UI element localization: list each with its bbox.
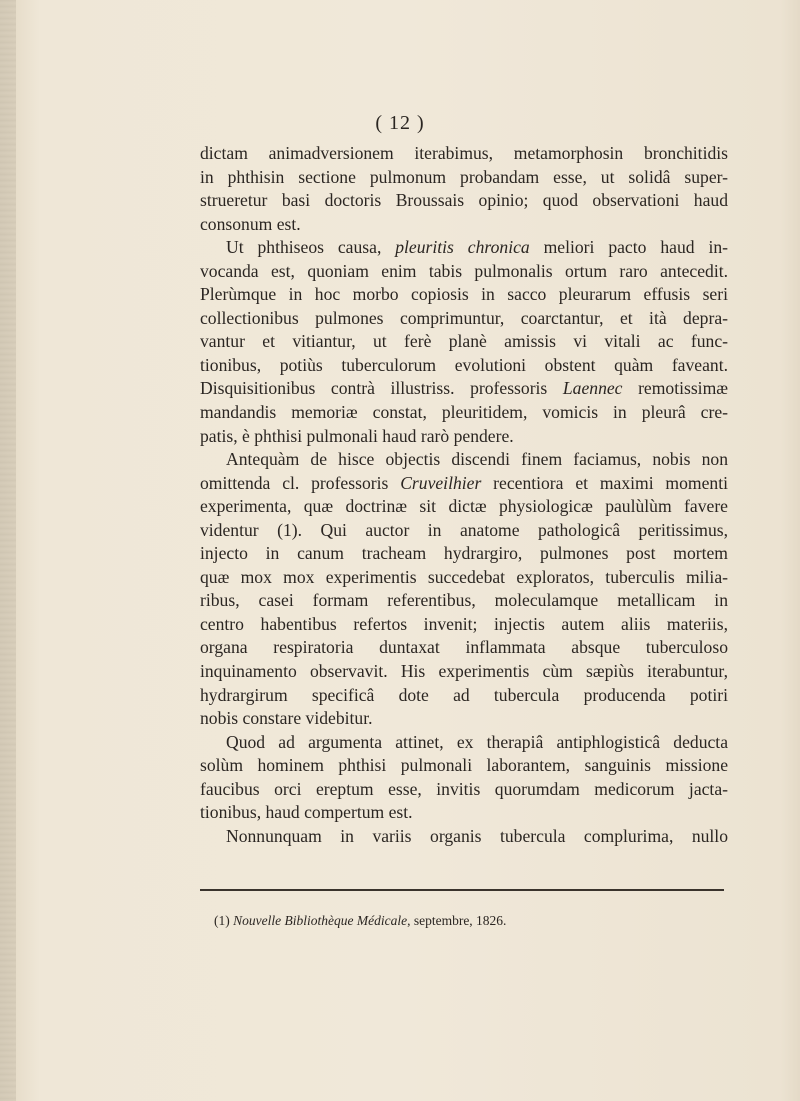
text-line: videntur (1). Qui auctor in anatome pathologicâ peritissimus,	[200, 519, 728, 540]
text-line: vantur et vitiantur, ut ferè planè amissis vi vitali ac func-	[200, 331, 728, 352]
text-line: Antequàm de hisce objectis discendi finem faciamus, nobis non	[226, 449, 728, 470]
text-line: ribus, casei formam referentibus, moleculamque metallicam in	[200, 590, 728, 611]
text-line: organa respiratoria duntaxat inflammata absque tuberculoso	[200, 637, 728, 658]
text-line: centro habentibus refertos invenit; injectis autem aliis materiis,	[200, 613, 728, 634]
text-line: nobis constare videbitur.	[200, 708, 373, 729]
text-segment: remotissimæ	[638, 378, 728, 399]
footnote	[214, 913, 714, 929]
footnote-date: , septembre, 1826.	[407, 913, 507, 928]
author-name: Laennec	[562, 378, 623, 399]
text-line: dictam animadversionem iterabimus, metamorphosin bronchitidis	[200, 143, 728, 163]
text-line: injecto in canum tracheam hydrargiro, pulmones post mortem	[200, 543, 728, 564]
text-line: quæ mox mox experimentis succedebat exploratos, tuberculis milia-	[200, 566, 728, 587]
text-line: collectionibus pulmones comprimuntur, coarctantur, et ità depra-	[200, 307, 728, 328]
text-line: Plerùmque in hoc morbo copiosis in sacco pleurarum effusis seri	[200, 284, 728, 305]
text-line: consonum est.	[200, 213, 301, 234]
page-number: ( 12 )	[375, 112, 425, 134]
text-line: tionibus, potiùs tuberculorum evolutioni obstent quàm faveant.	[200, 354, 728, 375]
text-line: solùm hominem phthisi pulmonali laborantem, sanguinis missione	[200, 755, 728, 776]
text-line: tionibus, haud compertum est.	[200, 802, 413, 823]
page-binding-edge	[0, 0, 16, 1101]
text-line: Nonnunquam in variis organis tubercula complurima, nullo	[226, 825, 728, 846]
text-line: experimenta, quæ doctrinæ sit dictæ physiologicæ paulùlùm favere	[200, 496, 728, 517]
text-line	[200, 472, 728, 496]
text-line	[200, 377, 728, 401]
text-segment: meliori pacto haud in-	[543, 237, 728, 258]
text-line: in phthisin sectione pulmonum probandam esse, ut solidâ super-	[200, 166, 728, 187]
text-segment: recentiora et maximi momenti	[493, 472, 728, 493]
text-line: mandandis memoriæ constat, pleuritidem, vomicis in pleurâ cre-	[200, 402, 728, 423]
text-segment: Disquisitionibus contrà illustriss. professoris	[200, 378, 548, 399]
emphasis-term: pleuritis chronica	[395, 237, 530, 258]
text-line: inquinamento observavit. His experimentis cùm sæpiùs iterabuntur,	[200, 661, 728, 682]
text-line: faucibus orci ereptum esse, invitis quorumdam medicorum jacta-	[200, 778, 728, 799]
text-line: strueretur basi doctoris Broussais opinio; quod observationi haud	[200, 190, 728, 211]
text-line: patis, è phthisi pulmonali haud rarò pendere.	[200, 425, 514, 446]
text-segment: omittenda cl. professoris	[200, 472, 389, 493]
text-line: vocanda est, quoniam enim tabis pulmonalis ortum raro antecedit.	[200, 260, 728, 281]
footnote-rule	[200, 889, 724, 891]
text-line	[200, 236, 728, 260]
footnote-source: Nouvelle Bibliothèque Médicale	[233, 913, 408, 928]
footnote-marker: (1)	[214, 913, 230, 928]
author-name: Cruveilhier	[400, 472, 482, 493]
text-line: hydrargirum specificâ dote ad tubercula producenda potiri	[200, 684, 728, 705]
main-text	[200, 142, 728, 848]
text-line: Quod ad argumenta attinet, ex therapiâ antiphlogisticâ deducta	[226, 731, 728, 752]
text-segment: Ut phthiseos causa,	[226, 237, 382, 258]
